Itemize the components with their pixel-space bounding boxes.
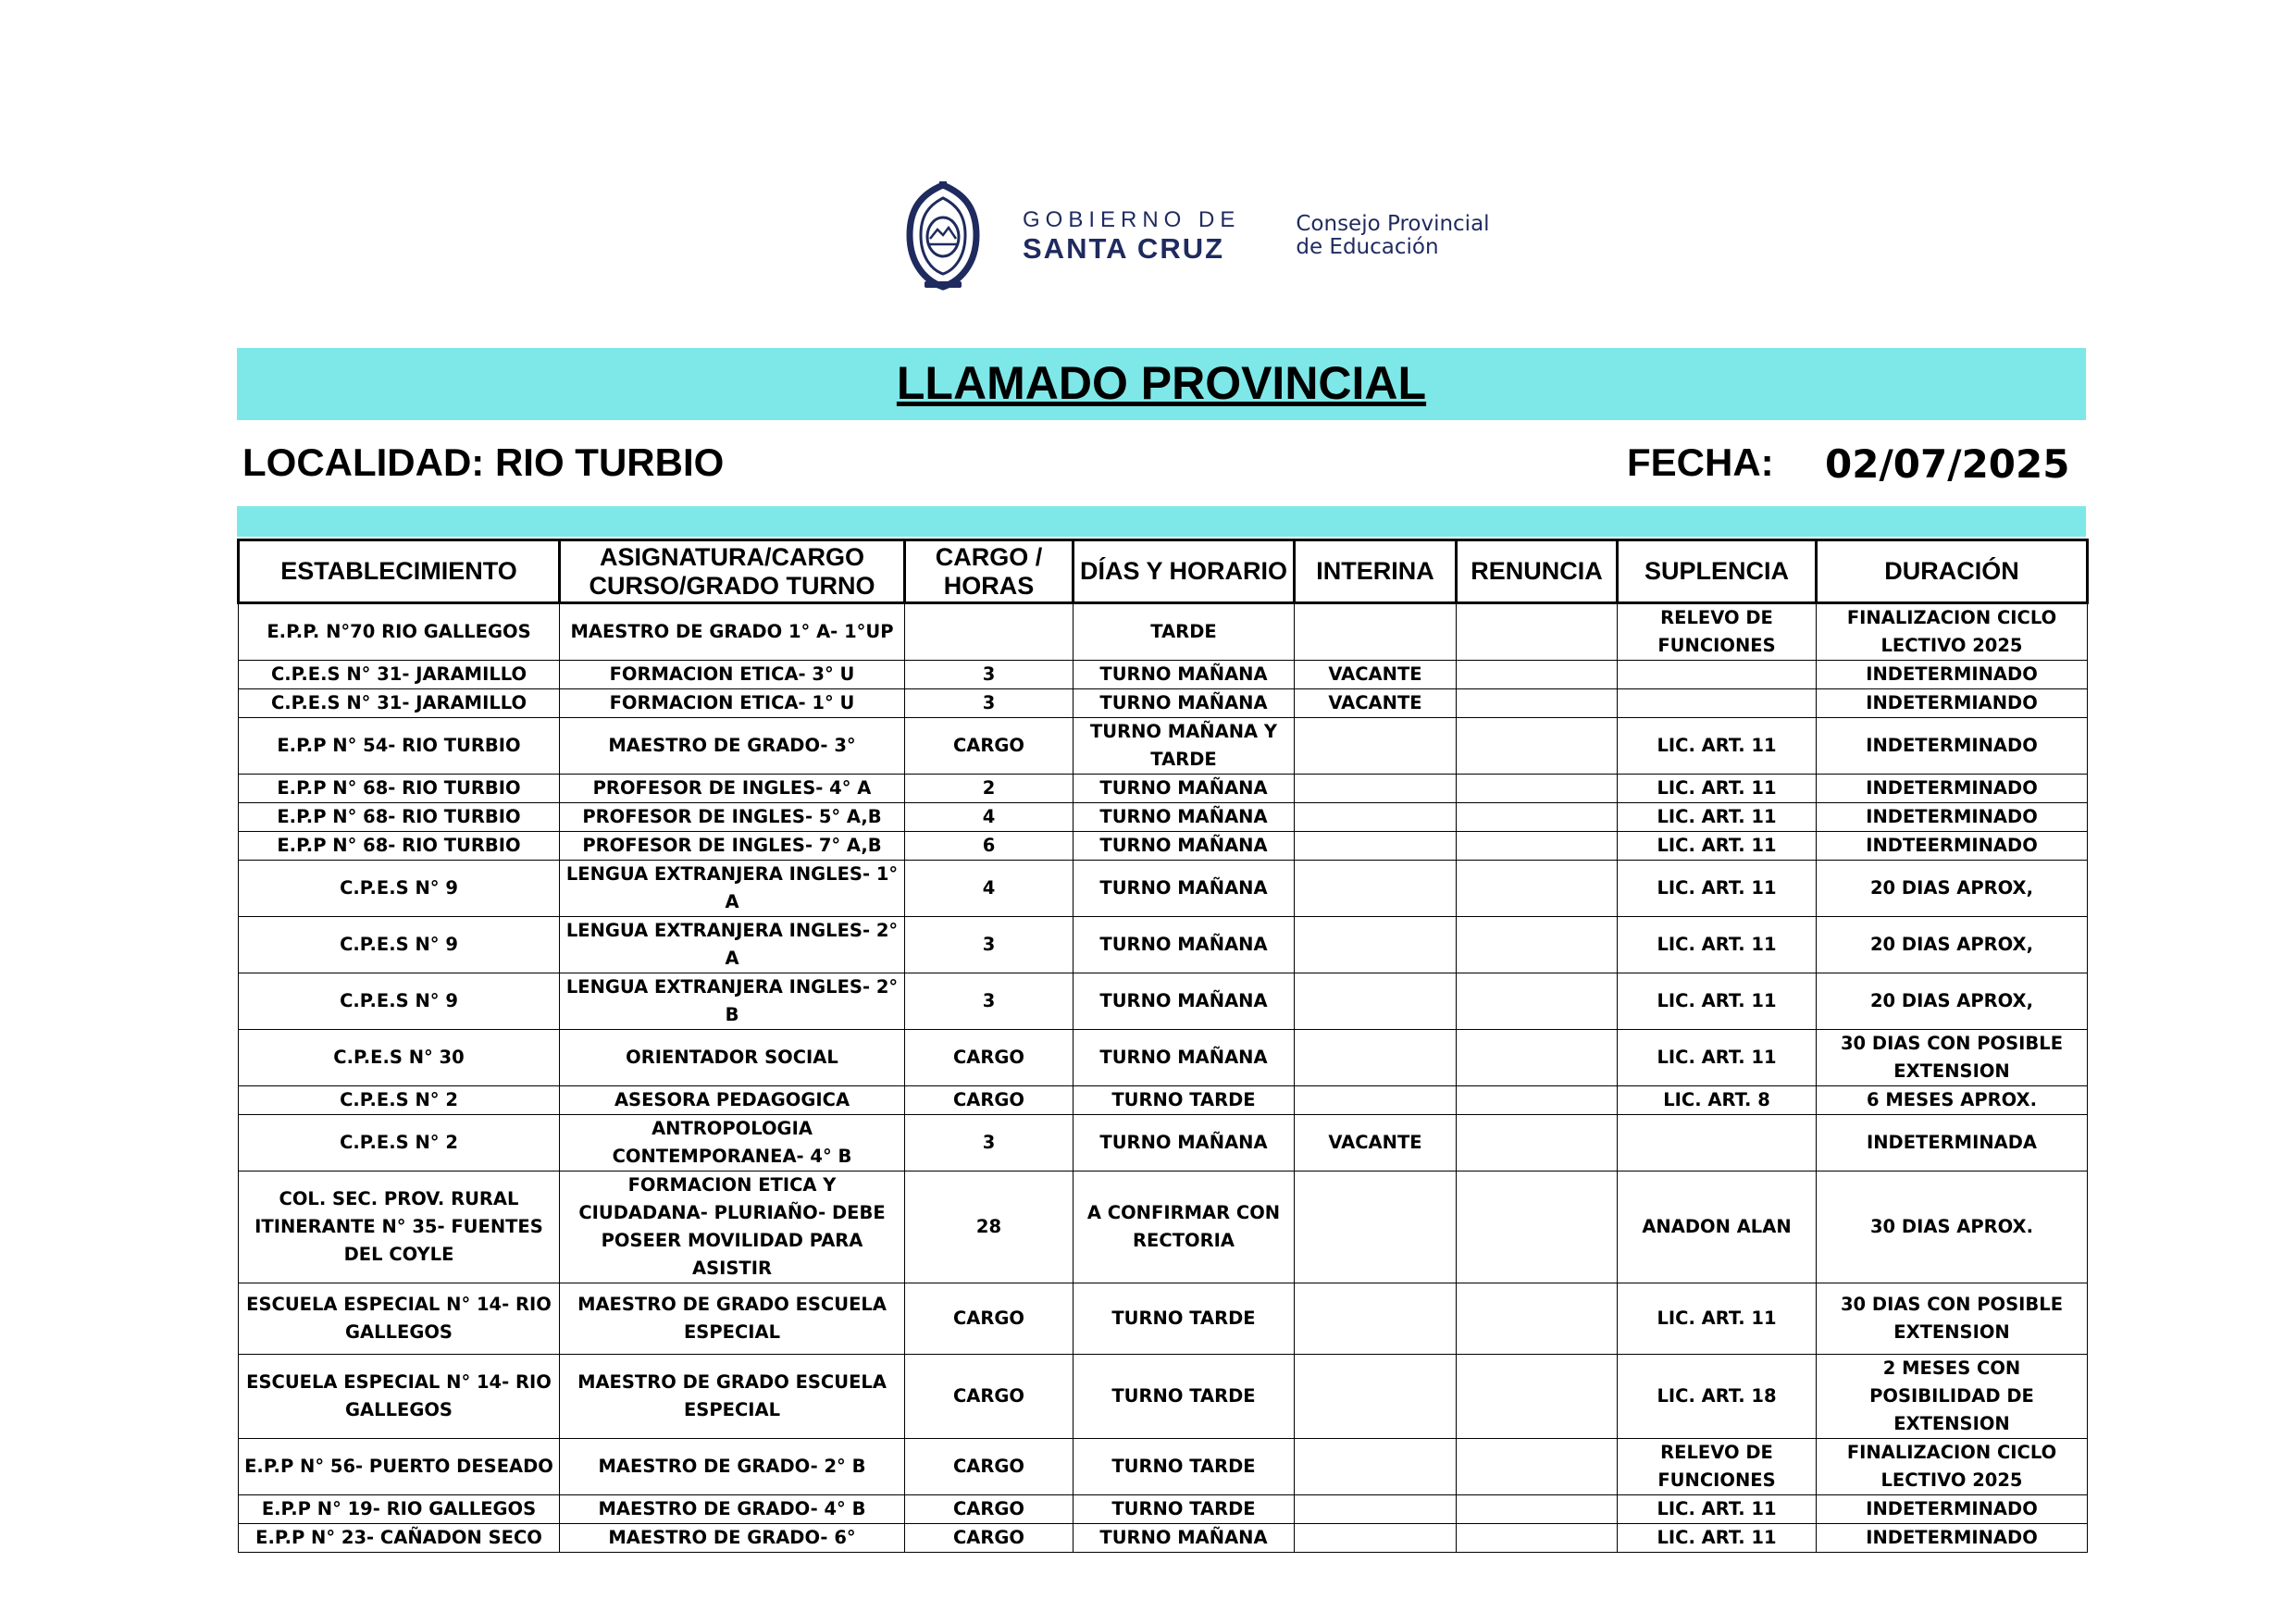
cell-establecimiento: COL. SEC. PROV. RURAL ITINERANTE N° 35- FUENTES DEL COYLE xyxy=(239,1172,560,1283)
cell-cargo-horas: 4 xyxy=(905,803,1074,832)
cell-suplencia: LIC. ART. 18 xyxy=(1618,1355,1817,1439)
header-establecimiento: ESTABLECIMIENTO xyxy=(239,540,560,603)
cell-suplencia: RELEVO DE FUNCIONES xyxy=(1618,603,1817,661)
table-row xyxy=(239,718,2088,775)
cell-interina xyxy=(1295,917,1457,973)
cell-dias-horario: TURNO TARDE xyxy=(1074,1283,1295,1355)
cell-duracion: INDETERMIANDO xyxy=(1817,689,2088,718)
cell-asignatura: LENGUA EXTRANJERA INGLES- 2° A xyxy=(560,917,905,973)
cell-dias-horario: TURNO MAÑANA xyxy=(1074,861,1295,917)
cell-renuncia xyxy=(1457,861,1618,917)
cell-cargo-horas: CARGO xyxy=(905,1283,1074,1355)
gobierno-label: GOBIERNO DE xyxy=(1023,207,1241,232)
cell-dias-horario: TURNO MAÑANA xyxy=(1074,1115,1295,1172)
cell-establecimiento: C.P.E.S N° 2 xyxy=(239,1115,560,1172)
cell-interina xyxy=(1295,1524,1457,1553)
vacancies-table xyxy=(237,539,2089,1553)
cell-cargo-horas: 6 xyxy=(905,832,1074,861)
cell-interina xyxy=(1295,1283,1457,1355)
cell-dias-horario: TURNO MAÑANA xyxy=(1074,661,1295,689)
cell-asignatura: MAESTRO DE GRADO ESCUELA ESPECIAL xyxy=(560,1283,905,1355)
cell-dias-horario: TURNO TARDE xyxy=(1074,1355,1295,1439)
cell-renuncia xyxy=(1457,1172,1618,1283)
cell-duracion: INDETERMINADO xyxy=(1817,718,2088,775)
cell-interina: VACANTE xyxy=(1295,1115,1457,1172)
cell-duracion: 20 DIAS APROX, xyxy=(1817,861,2088,917)
cell-interina xyxy=(1295,1172,1457,1283)
cell-suplencia xyxy=(1618,689,1817,718)
cell-asignatura: ORIENTADOR SOCIAL xyxy=(560,1030,905,1086)
cell-dias-horario: TURNO TARDE xyxy=(1074,1495,1295,1524)
table-row xyxy=(239,661,2088,689)
cell-establecimiento: E.P.P N° 68- RIO TURBIO xyxy=(239,775,560,803)
cell-renuncia xyxy=(1457,1355,1618,1439)
cell-renuncia xyxy=(1457,775,1618,803)
cell-asignatura: MAESTRO DE GRADO ESCUELA ESPECIAL xyxy=(560,1355,905,1439)
cell-dias-horario: TURNO MAÑANA xyxy=(1074,917,1295,973)
header-renuncia: RENUNCIA xyxy=(1457,540,1618,603)
cell-establecimiento: E.P.P N° 68- RIO TURBIO xyxy=(239,803,560,832)
cell-duracion: INDETERMINADO xyxy=(1817,1524,2088,1553)
cell-suplencia xyxy=(1618,661,1817,689)
table-row xyxy=(239,1355,2088,1439)
cell-interina xyxy=(1295,1495,1457,1524)
cell-duracion: 6 MESES APROX. xyxy=(1817,1086,2088,1115)
cell-asignatura: PROFESOR DE INGLES- 7° A,B xyxy=(560,832,905,861)
cell-asignatura: FORMACION ETICA Y CIUDADANA- PLURIAÑO- DEBE POSEER MOVILIDAD PARA ASISTIR xyxy=(560,1172,905,1283)
cell-renuncia xyxy=(1457,1524,1618,1553)
consejo-line-2: de Educación xyxy=(1296,235,1439,259)
cell-duracion: INDTEERMINADO xyxy=(1817,832,2088,861)
cell-asignatura: MAESTRO DE GRADO- 2° B xyxy=(560,1439,905,1495)
cell-interina xyxy=(1295,1086,1457,1115)
cell-duracion: 20 DIAS APROX, xyxy=(1817,973,2088,1030)
cell-dias-horario: A CONFIRMAR CON RECTORIA xyxy=(1074,1172,1295,1283)
cell-suplencia: RELEVO DE FUNCIONES xyxy=(1618,1439,1817,1495)
table-row xyxy=(239,603,2088,661)
table-row xyxy=(239,1172,2088,1283)
header-dias-horario: DÍAS Y HORARIO xyxy=(1074,540,1295,603)
provincial-seal-icon xyxy=(902,181,984,291)
cell-establecimiento: C.P.E.S N° 31- JARAMILLO xyxy=(239,661,560,689)
cell-cargo-horas: 3 xyxy=(905,689,1074,718)
cell-suplencia: LIC. ART. 11 xyxy=(1618,917,1817,973)
cell-asignatura: MAESTRO DE GRADO 1° A- 1°UP xyxy=(560,603,905,661)
cell-establecimiento: C.P.E.S N° 9 xyxy=(239,973,560,1030)
cell-renuncia xyxy=(1457,832,1618,861)
cell-renuncia xyxy=(1457,1439,1618,1495)
cell-asignatura: PROFESOR DE INGLES- 4° A xyxy=(560,775,905,803)
cell-cargo-horas xyxy=(905,603,1074,661)
cell-asignatura: LENGUA EXTRANJERA INGLES- 1° A xyxy=(560,861,905,917)
table-row xyxy=(239,973,2088,1030)
cell-interina xyxy=(1295,803,1457,832)
cell-suplencia: LIC. ART. 11 xyxy=(1618,775,1817,803)
cell-cargo-horas: CARGO xyxy=(905,1355,1074,1439)
table-row xyxy=(239,1030,2088,1086)
cell-cargo-horas: 3 xyxy=(905,1115,1074,1172)
table-row xyxy=(239,1283,2088,1355)
table-row xyxy=(239,689,2088,718)
cell-dias-horario: TURNO MAÑANA xyxy=(1074,832,1295,861)
table-row xyxy=(239,1115,2088,1172)
cell-duracion: INDETERMINADO xyxy=(1817,661,2088,689)
cell-dias-horario: TURNO TARDE xyxy=(1074,1086,1295,1115)
cell-renuncia xyxy=(1457,1086,1618,1115)
cell-renuncia xyxy=(1457,1115,1618,1172)
cell-establecimiento: E.P.P N° 68- RIO TURBIO xyxy=(239,832,560,861)
consejo-line-1: Consejo Provincial xyxy=(1296,212,1490,236)
cell-asignatura: ANTROPOLOGIA CONTEMPORANEA- 4° B xyxy=(560,1115,905,1172)
cell-suplencia: ANADON ALAN xyxy=(1618,1172,1817,1283)
table-row xyxy=(239,1524,2088,1553)
fecha-label: FECHA: xyxy=(1627,440,1774,484)
cell-establecimiento: C.P.E.S N° 9 xyxy=(239,917,560,973)
cell-cargo-horas: 3 xyxy=(905,661,1074,689)
cell-interina xyxy=(1295,775,1457,803)
cell-establecimiento: ESCUELA ESPECIAL N° 14- RIO GALLEGOS xyxy=(239,1355,560,1439)
consejo-wordmark xyxy=(1296,213,1489,259)
cell-duracion: 20 DIAS APROX, xyxy=(1817,917,2088,973)
cell-renuncia xyxy=(1457,1495,1618,1524)
table-row xyxy=(239,917,2088,973)
cell-renuncia xyxy=(1457,1030,1618,1086)
cell-asignatura: MAESTRO DE GRADO- 6° xyxy=(560,1524,905,1553)
table-row xyxy=(239,1439,2088,1495)
cell-renuncia xyxy=(1457,973,1618,1030)
gobierno-wordmark xyxy=(1023,207,1240,265)
cell-cargo-horas: 4 xyxy=(905,861,1074,917)
header-duracion: DURACIÓN xyxy=(1817,540,2088,603)
header-asignatura: ASIGNATURA/CARGO CURSO/GRADO TURNO xyxy=(560,540,905,603)
cell-dias-horario: TURNO MAÑANA xyxy=(1074,775,1295,803)
cell-renuncia xyxy=(1457,603,1618,661)
table-row xyxy=(239,861,2088,917)
cell-establecimiento: E.P.P N° 56- PUERTO DESEADO xyxy=(239,1439,560,1495)
cell-suplencia: LIC. ART. 11 xyxy=(1618,1283,1817,1355)
cell-interina: VACANTE xyxy=(1295,689,1457,718)
cell-interina xyxy=(1295,1439,1457,1495)
cell-suplencia: LIC. ART. 11 xyxy=(1618,832,1817,861)
table-row xyxy=(239,1086,2088,1115)
table-row xyxy=(239,832,2088,861)
cell-cargo-horas: CARGO xyxy=(905,718,1074,775)
cell-establecimiento: C.P.E.S N° 31- JARAMILLO xyxy=(239,689,560,718)
table-row xyxy=(239,1495,2088,1524)
cell-asignatura: FORMACION ETICA- 3° U xyxy=(560,661,905,689)
cell-dias-horario: TARDE xyxy=(1074,603,1295,661)
table-header-row xyxy=(239,540,2088,603)
cell-establecimiento: ESCUELA ESPECIAL N° 14- RIO GALLEGOS xyxy=(239,1283,560,1355)
cell-duracion: INDETERMINADA xyxy=(1817,1115,2088,1172)
cell-interina xyxy=(1295,861,1457,917)
cell-dias-horario: TURNO MAÑANA xyxy=(1074,973,1295,1030)
cell-suplencia: LIC. ART. 11 xyxy=(1618,803,1817,832)
cell-interina xyxy=(1295,718,1457,775)
cell-duracion: 30 DIAS CON POSIBLE EXTENSION xyxy=(1817,1283,2088,1355)
cell-duracion: INDETERMINADO xyxy=(1817,775,2088,803)
cell-dias-horario: TURNO MAÑANA xyxy=(1074,689,1295,718)
cell-interina xyxy=(1295,1030,1457,1086)
cell-duracion: INDETERMINADO xyxy=(1817,803,2088,832)
cell-establecimiento: C.P.E.S N° 9 xyxy=(239,861,560,917)
cell-asignatura: MAESTRO DE GRADO- 3° xyxy=(560,718,905,775)
cell-duracion: 2 MESES CON POSIBILIDAD DE EXTENSION xyxy=(1817,1355,2088,1439)
cell-suplencia xyxy=(1618,1115,1817,1172)
cell-renuncia xyxy=(1457,917,1618,973)
cell-establecimiento: C.P.E.S N° 30 xyxy=(239,1030,560,1086)
cell-renuncia xyxy=(1457,718,1618,775)
header-interina: INTERINA xyxy=(1295,540,1457,603)
cell-cargo-horas: 28 xyxy=(905,1172,1074,1283)
localidad-label: LOCALIDAD: RIO TURBIO xyxy=(242,440,725,484)
cell-duracion: FINALIZACION CICLO LECTIVO 2025 xyxy=(1817,603,2088,661)
cell-renuncia xyxy=(1457,661,1618,689)
cell-duracion: FINALIZACION CICLO LECTIVO 2025 xyxy=(1817,1439,2088,1495)
cell-establecimiento: E.P.P N° 23- CAÑADON SECO xyxy=(239,1524,560,1553)
fecha-value: 02/07/2025 xyxy=(1825,441,2070,487)
cell-cargo-horas: CARGO xyxy=(905,1030,1074,1086)
separator-band xyxy=(237,506,2086,537)
header-logo xyxy=(902,176,1532,296)
cell-asignatura: ASESORA PEDAGOGICA xyxy=(560,1086,905,1115)
cell-dias-horario: TURNO TARDE xyxy=(1074,1439,1295,1495)
cell-renuncia xyxy=(1457,689,1618,718)
cell-interina xyxy=(1295,973,1457,1030)
cell-suplencia: LIC. ART. 11 xyxy=(1618,1495,1817,1524)
cell-establecimiento: E.P.P N° 19- RIO GALLEGOS xyxy=(239,1495,560,1524)
cell-suplencia: LIC. ART. 11 xyxy=(1618,861,1817,917)
cell-cargo-horas: CARGO xyxy=(905,1086,1074,1115)
cell-asignatura: FORMACION ETICA- 1° U xyxy=(560,689,905,718)
cell-renuncia xyxy=(1457,803,1618,832)
cell-suplencia: LIC. ART. 11 xyxy=(1618,718,1817,775)
cell-establecimiento: E.P.P. N°70 RIO GALLEGOS xyxy=(239,603,560,661)
page-title: LLAMADO PROVINCIAL xyxy=(896,357,1427,409)
cell-duracion: 30 DIAS APROX. xyxy=(1817,1172,2088,1283)
table-row xyxy=(239,775,2088,803)
santa-cruz-label: SANTA CRUZ xyxy=(1023,232,1225,265)
cell-duracion: INDETERMINADO xyxy=(1817,1495,2088,1524)
header-suplencia: SUPLENCIA xyxy=(1618,540,1817,603)
header-cargo-horas: CARGO / HORAS xyxy=(905,540,1074,603)
cell-cargo-horas: 3 xyxy=(905,973,1074,1030)
cell-cargo-horas: CARGO xyxy=(905,1495,1074,1524)
cell-dias-horario: TURNO MAÑANA xyxy=(1074,1030,1295,1086)
cell-suplencia: LIC. ART. 11 xyxy=(1618,1524,1817,1553)
cell-asignatura: LENGUA EXTRANJERA INGLES- 2° B xyxy=(560,973,905,1030)
cell-interina xyxy=(1295,603,1457,661)
cell-cargo-horas: CARGO xyxy=(905,1524,1074,1553)
cell-asignatura: MAESTRO DE GRADO- 4° B xyxy=(560,1495,905,1524)
cell-suplencia: LIC. ART. 11 xyxy=(1618,973,1817,1030)
table-row xyxy=(239,803,2088,832)
cell-renuncia xyxy=(1457,1283,1618,1355)
cell-dias-horario: TURNO MAÑANA xyxy=(1074,1524,1295,1553)
cell-interina: VACANTE xyxy=(1295,661,1457,689)
cell-duracion: 30 DIAS CON POSIBLE EXTENSION xyxy=(1817,1030,2088,1086)
cell-suplencia: LIC. ART. 11 xyxy=(1618,1030,1817,1086)
cell-interina xyxy=(1295,832,1457,861)
cell-cargo-horas: CARGO xyxy=(905,1439,1074,1495)
cell-dias-horario: TURNO MAÑANA Y TARDE xyxy=(1074,718,1295,775)
cell-dias-horario: TURNO MAÑANA xyxy=(1074,803,1295,832)
cell-establecimiento: C.P.E.S N° 2 xyxy=(239,1086,560,1115)
cell-asignatura: PROFESOR DE INGLES- 5° A,B xyxy=(560,803,905,832)
cell-interina xyxy=(1295,1355,1457,1439)
cell-cargo-horas: 2 xyxy=(905,775,1074,803)
cell-suplencia: LIC. ART. 8 xyxy=(1618,1086,1817,1115)
cell-establecimiento: E.P.P N° 54- RIO TURBIO xyxy=(239,718,560,775)
cell-cargo-horas: 3 xyxy=(905,917,1074,973)
